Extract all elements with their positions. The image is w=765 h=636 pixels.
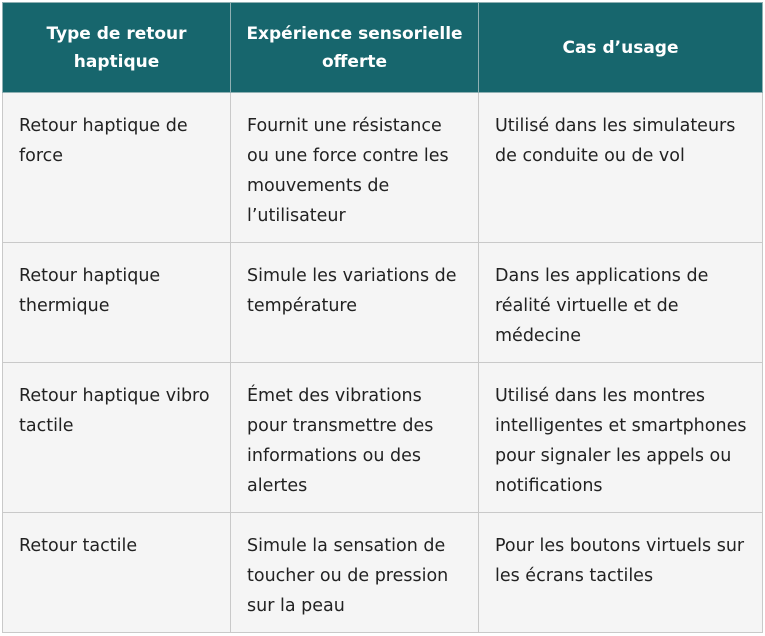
cell-type: Retour haptique de force xyxy=(3,93,231,243)
header-experience: Expérience sensorielle offerte xyxy=(231,3,479,93)
cell-experience: Émet des vibrations pour transmettre des informations ou des alertes xyxy=(231,363,479,513)
table-header xyxy=(3,3,763,93)
table-row xyxy=(3,513,763,633)
haptic-feedback-table xyxy=(2,2,763,633)
table-row xyxy=(3,93,763,243)
cell-use-case: Utilisé dans les simulateurs de conduite ou de vol xyxy=(479,93,763,243)
cell-use-case: Dans les applications de réalité virtuelle et de médecine xyxy=(479,243,763,363)
cell-type: Retour haptique thermique xyxy=(3,243,231,363)
cell-experience: Simule les variations de température xyxy=(231,243,479,363)
cell-experience: Simule la sensation de toucher ou de pression sur la peau xyxy=(231,513,479,633)
cell-use-case: Pour les boutons virtuels sur les écrans tactiles xyxy=(479,513,763,633)
table-container xyxy=(2,2,763,633)
header-type: Type de retour haptique xyxy=(3,3,231,93)
header-use-case: Cas d’usage xyxy=(479,3,763,93)
table-row xyxy=(3,363,763,513)
table-body xyxy=(3,93,763,633)
header-row xyxy=(3,3,763,93)
cell-use-case: Utilisé dans les montres intelligentes et smartphones pour signaler les appels ou notifications xyxy=(479,363,763,513)
cell-type: Retour haptique vibro tactile xyxy=(3,363,231,513)
table-row xyxy=(3,243,763,363)
cell-type: Retour tactile xyxy=(3,513,231,633)
cell-experience: Fournit une résistance ou une force contre les mouvements de l’utilisateur xyxy=(231,93,479,243)
